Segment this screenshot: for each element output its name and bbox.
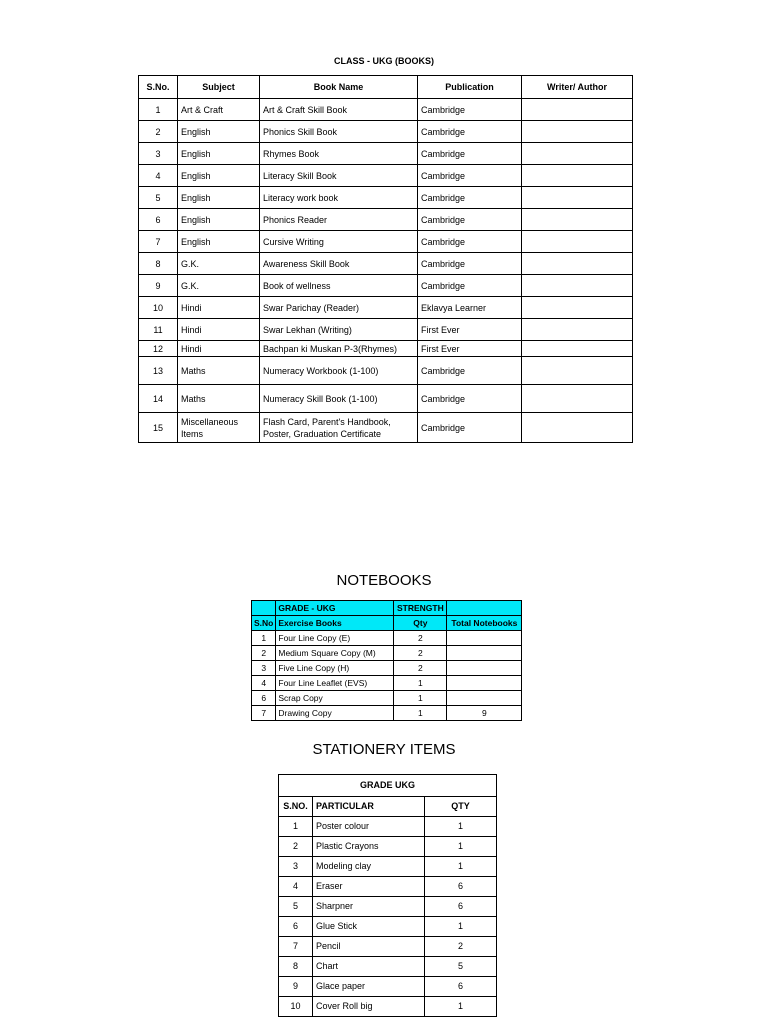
publication-cell: Cambridge xyxy=(418,275,522,297)
subject-cell: English xyxy=(178,121,260,143)
notebooks-title: NOTEBOOKS xyxy=(336,572,432,589)
books-header-row xyxy=(139,76,633,99)
column-header-author: Writer/ Author xyxy=(522,76,633,99)
qty-cell: 2 xyxy=(394,646,447,661)
subject-cell: Miscellaneous Items xyxy=(178,413,260,443)
qty-cell: 2 xyxy=(425,937,497,957)
table-row xyxy=(252,706,522,721)
table-row xyxy=(279,937,497,957)
author-cell xyxy=(522,275,633,297)
book-name-cell: Phonics Reader xyxy=(260,209,418,231)
notebooks-grade-label: GRADE - UKG xyxy=(276,601,394,616)
particular-cell: Glace paper xyxy=(313,977,425,997)
subject-cell: English xyxy=(178,165,260,187)
particular-cell: Poster colour xyxy=(313,817,425,837)
table-row xyxy=(252,646,522,661)
notebooks-column-qty: Qty xyxy=(394,616,447,631)
total-cell xyxy=(447,691,522,706)
sno-cell: 11 xyxy=(139,319,178,341)
table-row xyxy=(279,857,497,877)
item-cell: Four Line Leaflet (EVS) xyxy=(276,676,394,691)
table-row xyxy=(139,209,633,231)
table-row xyxy=(139,385,633,413)
table-row xyxy=(139,121,633,143)
column-header-book-name: Book Name xyxy=(260,76,418,99)
qty-cell: 1 xyxy=(394,691,447,706)
sno-cell: 3 xyxy=(139,143,178,165)
qty-cell: 6 xyxy=(425,877,497,897)
sno-cell: 1 xyxy=(279,817,313,837)
item-cell: Drawing Copy xyxy=(276,706,394,721)
publication-cell: Cambridge xyxy=(418,413,522,443)
book-name-cell: Swar Parichay (Reader) xyxy=(260,297,418,319)
sno-cell: 6 xyxy=(279,917,313,937)
book-name-cell: Literacy Skill Book xyxy=(260,165,418,187)
qty-cell: 5 xyxy=(425,957,497,977)
sno-cell: 2 xyxy=(252,646,276,661)
notebooks-column-total: Total Notebooks xyxy=(447,616,522,631)
table-row xyxy=(279,997,497,1017)
sno-cell: 8 xyxy=(139,253,178,275)
sno-cell: 4 xyxy=(279,877,313,897)
table-row xyxy=(139,143,633,165)
stationery-grade-row xyxy=(279,775,497,797)
notebooks-strength-label: STRENGTH xyxy=(394,601,447,616)
sno-cell: 2 xyxy=(139,121,178,143)
book-name-cell: Cursive Writing xyxy=(260,231,418,253)
total-cell: 9 xyxy=(447,706,522,721)
publication-cell: Cambridge xyxy=(418,253,522,275)
sno-cell: 7 xyxy=(279,937,313,957)
table-row xyxy=(279,957,497,977)
publication-cell: Eklavya Learner xyxy=(418,297,522,319)
book-name-cell: Numeracy Workbook (1-100) xyxy=(260,357,418,385)
particular-cell: Glue Stick xyxy=(313,917,425,937)
publication-cell: Cambridge xyxy=(418,357,522,385)
particular-cell: Eraser xyxy=(313,877,425,897)
publication-cell: Cambridge xyxy=(418,143,522,165)
sno-cell: 8 xyxy=(279,957,313,977)
total-cell xyxy=(447,631,522,646)
publication-cell: Cambridge xyxy=(418,165,522,187)
book-name-cell: Book of wellness xyxy=(260,275,418,297)
particular-cell: Modeling clay xyxy=(313,857,425,877)
author-cell xyxy=(522,143,633,165)
qty-cell: 1 xyxy=(425,917,497,937)
book-name-cell: Awareness Skill Book xyxy=(260,253,418,275)
sno-cell: 6 xyxy=(139,209,178,231)
table-row xyxy=(279,897,497,917)
table-row xyxy=(139,231,633,253)
qty-cell: 6 xyxy=(425,977,497,997)
table-row xyxy=(139,253,633,275)
subject-cell: Maths xyxy=(178,385,260,413)
stationery-grade-label: GRADE UKG xyxy=(279,775,497,797)
qty-cell: 1 xyxy=(425,837,497,857)
stationery-title: STATIONERY ITEMS xyxy=(312,741,456,758)
table-row xyxy=(139,275,633,297)
sno-cell: 14 xyxy=(139,385,178,413)
table-row xyxy=(252,676,522,691)
book-name-cell: Phonics Skill Book xyxy=(260,121,418,143)
author-cell xyxy=(522,297,633,319)
stationery-column-particular: PARTICULAR xyxy=(313,797,425,817)
subject-cell: Art & Craft xyxy=(178,99,260,121)
stationery-header-row xyxy=(279,797,497,817)
particular-cell: Sharpner xyxy=(313,897,425,917)
sno-cell: 1 xyxy=(252,631,276,646)
qty-cell: 1 xyxy=(394,676,447,691)
particular-cell: Cover Roll big xyxy=(313,997,425,1017)
sno-cell: 4 xyxy=(252,676,276,691)
subject-cell: English xyxy=(178,231,260,253)
sno-cell: 4 xyxy=(139,165,178,187)
item-cell: Scrap Copy xyxy=(276,691,394,706)
table-row xyxy=(279,917,497,937)
table-row xyxy=(139,165,633,187)
column-header-subject: Subject xyxy=(178,76,260,99)
sno-cell: 3 xyxy=(279,857,313,877)
subject-cell: English xyxy=(178,187,260,209)
author-cell xyxy=(522,385,633,413)
publication-cell: First Ever xyxy=(418,341,522,357)
particular-cell: Chart xyxy=(313,957,425,977)
sno-cell: 15 xyxy=(139,413,178,443)
qty-cell: 1 xyxy=(394,706,447,721)
total-cell xyxy=(447,661,522,676)
particular-cell: Pencil xyxy=(313,937,425,957)
author-cell xyxy=(522,253,633,275)
table-row xyxy=(139,187,633,209)
publication-cell: Cambridge xyxy=(418,187,522,209)
sno-cell: 3 xyxy=(252,661,276,676)
sno-cell: 7 xyxy=(139,231,178,253)
qty-cell: 1 xyxy=(425,997,497,1017)
qty-cell: 6 xyxy=(425,897,497,917)
book-name-cell: Bachpan ki Muskan P-3(Rhymes) xyxy=(260,341,418,357)
subject-cell: Hindi xyxy=(178,319,260,341)
table-row xyxy=(139,297,633,319)
author-cell xyxy=(522,341,633,357)
sno-cell: 6 xyxy=(252,691,276,706)
subject-cell: Hindi xyxy=(178,297,260,319)
sno-cell: 1 xyxy=(139,99,178,121)
book-name-cell: Numeracy Skill Book (1-100) xyxy=(260,385,418,413)
qty-cell: 2 xyxy=(394,631,447,646)
subject-cell: Maths xyxy=(178,357,260,385)
publication-cell: Cambridge xyxy=(418,99,522,121)
subject-cell: G.K. xyxy=(178,253,260,275)
item-cell: Four Line Copy (E) xyxy=(276,631,394,646)
author-cell xyxy=(522,319,633,341)
table-row xyxy=(139,357,633,385)
sno-cell: 5 xyxy=(279,897,313,917)
book-name-cell: Literacy work book xyxy=(260,187,418,209)
author-cell xyxy=(522,231,633,253)
sno-cell: 9 xyxy=(139,275,178,297)
table-row xyxy=(139,413,633,443)
subject-cell: English xyxy=(178,209,260,231)
sno-cell: 5 xyxy=(139,187,178,209)
sno-cell: 9 xyxy=(279,977,313,997)
notebooks-table xyxy=(251,600,522,721)
particular-cell: Plastic Crayons xyxy=(313,837,425,857)
publication-cell: Cambridge xyxy=(418,121,522,143)
table-row xyxy=(139,99,633,121)
subject-cell: Hindi xyxy=(178,341,260,357)
table-row xyxy=(279,877,497,897)
notebooks-header-row-2 xyxy=(252,616,522,631)
table-row xyxy=(139,319,633,341)
author-cell xyxy=(522,357,633,385)
author-cell xyxy=(522,121,633,143)
book-name-cell: Flash Card, Parent's Handbook, Poster, Graduation Certificate xyxy=(260,413,418,443)
author-cell xyxy=(522,209,633,231)
table-row xyxy=(279,977,497,997)
author-cell xyxy=(522,187,633,209)
stationery-column-qty: QTY xyxy=(425,797,497,817)
stationery-table xyxy=(278,774,497,1017)
publication-cell: Cambridge xyxy=(418,385,522,413)
author-cell xyxy=(522,99,633,121)
subject-cell: English xyxy=(178,143,260,165)
table-row xyxy=(252,691,522,706)
qty-cell: 1 xyxy=(425,817,497,837)
author-cell xyxy=(522,413,633,443)
publication-cell: Cambridge xyxy=(418,231,522,253)
table-row xyxy=(252,661,522,676)
notebooks-column-sno: S.No xyxy=(252,616,276,631)
sno-cell: 10 xyxy=(279,997,313,1017)
sno-cell: 10 xyxy=(139,297,178,319)
item-cell: Five Line Copy (H) xyxy=(276,661,394,676)
table-row xyxy=(279,837,497,857)
column-header-sno: S.No. xyxy=(139,76,178,99)
sno-cell: 13 xyxy=(139,357,178,385)
notebooks-column-item: Exercise Books xyxy=(276,616,394,631)
books-title: CLASS - UKG (BOOKS) xyxy=(334,56,434,66)
publication-cell: Cambridge xyxy=(418,209,522,231)
book-name-cell: Swar Lekhan (Writing) xyxy=(260,319,418,341)
notebooks-header-row-1 xyxy=(252,601,522,616)
item-cell: Medium Square Copy (M) xyxy=(276,646,394,661)
table-row xyxy=(279,817,497,837)
qty-cell: 2 xyxy=(394,661,447,676)
column-header-publication: Publication xyxy=(418,76,522,99)
qty-cell: 1 xyxy=(425,857,497,877)
table-row xyxy=(139,341,633,357)
subject-cell: G.K. xyxy=(178,275,260,297)
books-table xyxy=(138,75,633,443)
total-cell xyxy=(447,676,522,691)
table-row xyxy=(252,631,522,646)
book-name-cell: Rhymes Book xyxy=(260,143,418,165)
sno-cell: 7 xyxy=(252,706,276,721)
stationery-column-sno: S.NO. xyxy=(279,797,313,817)
author-cell xyxy=(522,165,633,187)
book-name-cell: Art & Craft Skill Book xyxy=(260,99,418,121)
total-cell xyxy=(447,646,522,661)
sno-cell: 2 xyxy=(279,837,313,857)
publication-cell: First Ever xyxy=(418,319,522,341)
sno-cell: 12 xyxy=(139,341,178,357)
